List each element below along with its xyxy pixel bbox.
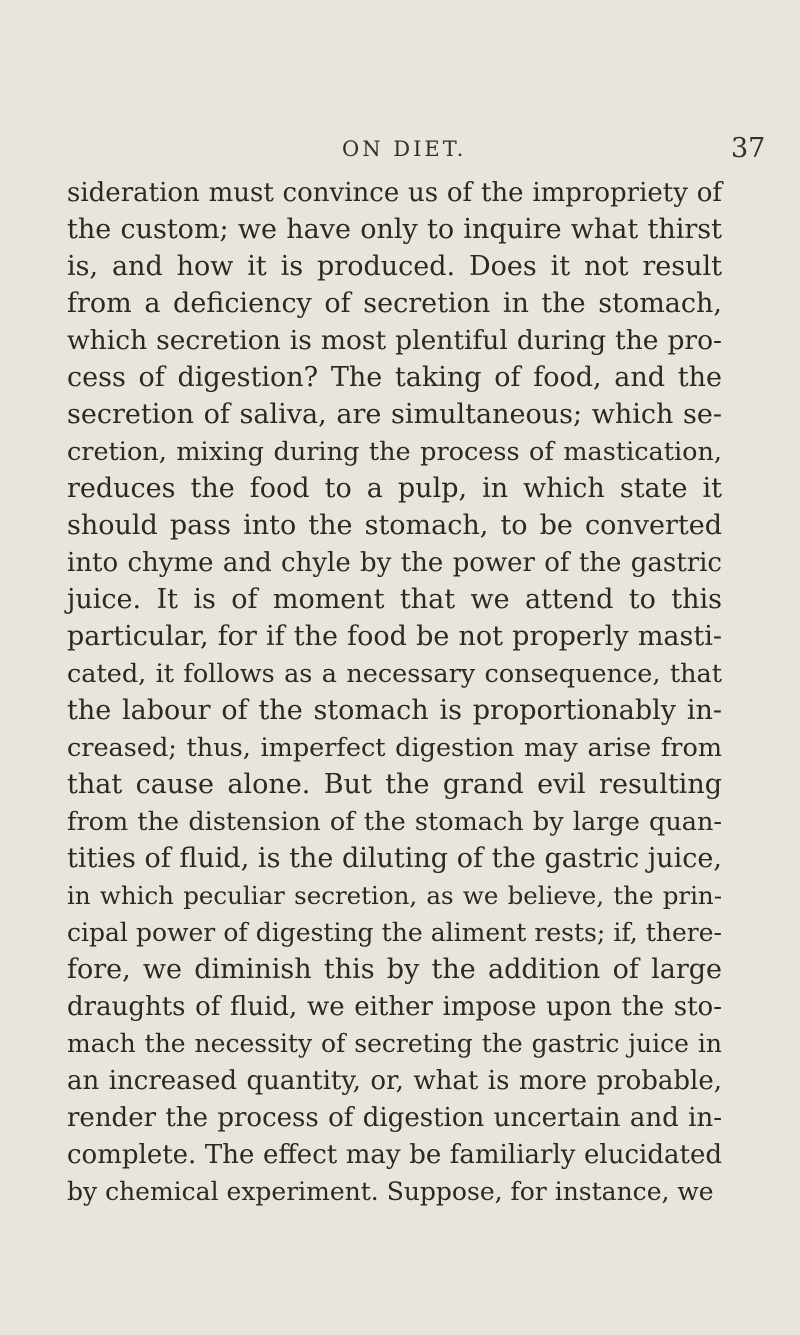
text-line: into chyme and chyle by the power of the gastric [67,548,722,578]
page-number: 37 [731,133,766,164]
text-line: which secretion is most plentiful during the pro- [67,325,722,356]
text-line: an increased quantity, or, what is more probable, [67,1066,722,1096]
text-line: cess of digestion? The taking of food, and the [67,362,722,393]
text-line: should pass into the stomach, to be converted [67,510,722,541]
text-line: particular, for if the food be not properly masti- [67,621,722,652]
text-line: secretion of saliva, are simultaneous; which se- [67,399,722,430]
text-line: in which peculiar secretion, as we believe, the prin- [67,881,722,910]
text-line: from the distension of the stomach by large quan- [67,807,722,837]
text-line: the labour of the stomach is proportionably in- [67,695,722,726]
text-line: by chemical experiment. Suppose, for instance, we [67,1177,714,1206]
text-line: render the process of digestion uncertain and in- [67,1103,722,1133]
text-line: creased; thus, imperfect digestion may arise from [67,733,722,763]
text-line: cretion, mixing during the process of mastication, [67,437,722,467]
text-line: tities of fluid, is the diluting of the gastric juice, [67,843,722,874]
text-line: juice. It is of moment that we attend to this [67,584,722,615]
text-line: that cause alone. But the grand evil resulting [67,769,722,800]
text-line: is, and how it is produced. Does it not result [67,251,722,282]
text-line: cated, it follows as a necessary consequence, that [67,659,722,689]
text-line: fore, we diminish this by the addition of large [67,954,722,985]
text-line: complete. The effect may be familiarly elucidated [67,1140,722,1170]
text-line: sideration must convince us of the impropriety of [67,178,722,208]
text-line: from a deficiency of secretion in the stomach, [67,288,722,319]
text-line: the custom; we have only to inquire what thirst [67,214,722,245]
text-line: reduces the food to a pulp, in which state it [67,473,722,504]
text-line: cipal power of digesting the aliment rests; if, there- [67,918,722,947]
running-title: ON DIET. [342,137,467,161]
text-line: mach the necessity of secreting the gastric juice in [67,1029,722,1058]
text-line: draughts of fluid, we either impose upon the sto- [67,992,722,1022]
